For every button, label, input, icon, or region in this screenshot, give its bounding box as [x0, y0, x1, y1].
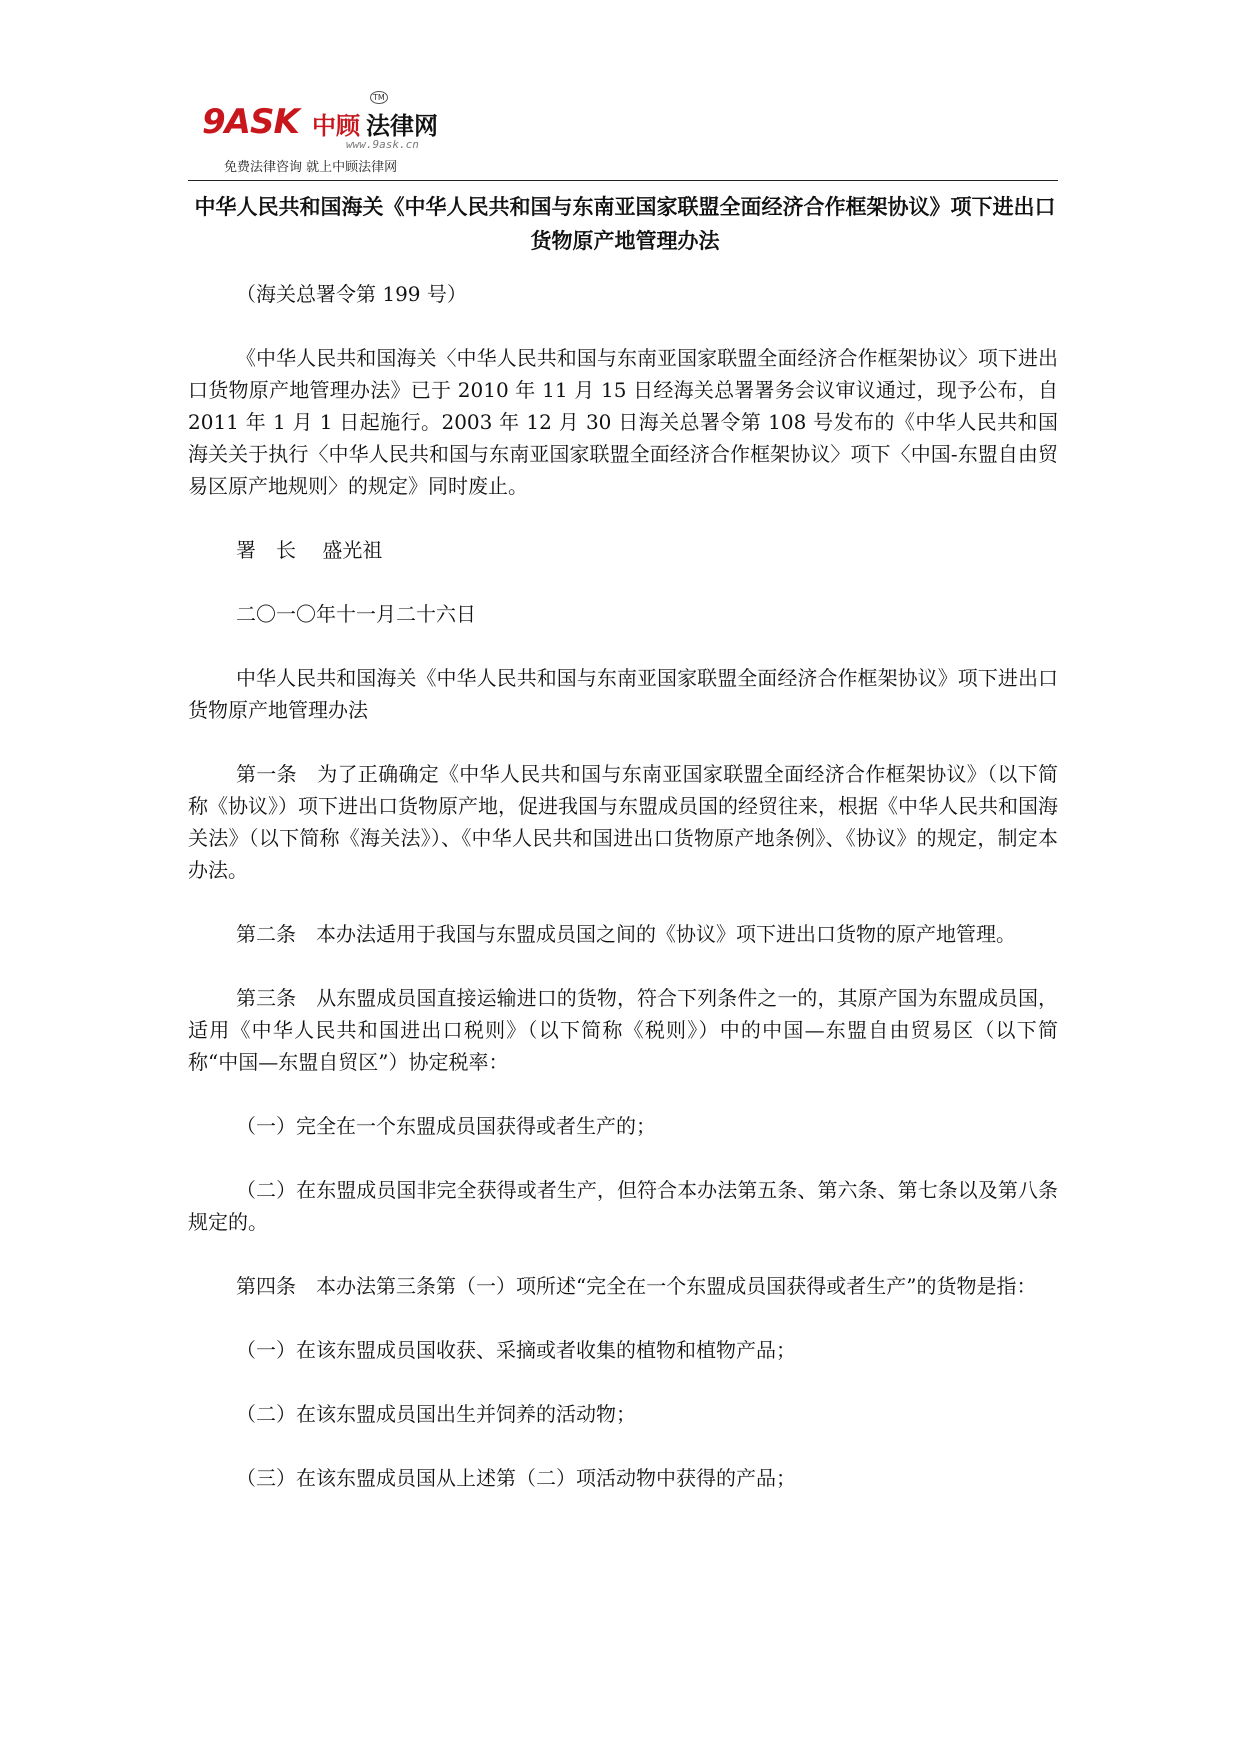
logo-slogan: 免费法律咨询 就上中顾法律网	[224, 160, 398, 175]
logo-name	[312, 106, 438, 141]
logo-mark: 9ASK	[202, 102, 299, 142]
paragraph: （一）完全在一个东盟成员国获得或者生产的；	[236, 1114, 656, 1138]
header-divider	[188, 180, 1058, 181]
site-logo	[202, 88, 462, 178]
logo-name-main: 法律网	[366, 112, 438, 140]
document-title: 中华人民共和国海关《中华人民共和国与东南亚国家联盟全面经济合作框架协议》项下进出口货物原产地管理办法	[194, 195, 1056, 253]
page-header	[188, 88, 1058, 178]
document-body	[188, 278, 1058, 1526]
logo-url: www.9ask.cn	[346, 138, 419, 151]
paragraph: （海关总署令第 199 号）	[236, 282, 467, 306]
paragraph: （一）在该东盟成员国收获、采摘或者收集的植物和植物产品；	[236, 1338, 796, 1362]
paragraph: 第三条 从东盟成员国直接运输进口的货物，符合下列条件之一的，其原产国为东盟成员国，适用《中华人民共和国进出口税则》（以下简称《税则》）中的中国—东盟自由贸易区（以下简称“中国—东盟自贸区”）协定税率：	[188, 986, 1058, 1074]
paragraph: 《中华人民共和国海关〈中华人民共和国与东南亚国家联盟全面经济合作框架协议〉项下进出口货物原产地管理办法》已于 2010 年 11 月 15 日经海关总署署务会议审议通过，现予公布，自 2011 年 1 月 1 日起施行。2003 年 12 月 30 日海关总署令第 108 号发布的《中华人民共和国海关关于执行〈中华人民共和国与东南亚国家联盟全面经济合作框架协议〉项下〈中国-东盟自由贸易区原产地规则〉的规定》同时废止。	[188, 346, 1058, 498]
paragraph: 第一条 为了正确确定《中华人民共和国与东南亚国家联盟全面经济合作框架协议》（以下简称《协议》）项下进出口货物原产地，促进我国与东盟成员国的经贸往来，根据《中华人民共和国海关法》（以下简称《海关法》）、《中华人民共和国进出口货物原产地条例》、《协议》的规定，制定本办法。	[188, 762, 1058, 882]
paragraph: 二〇一〇年十一月二十六日	[236, 602, 476, 626]
logo-name-accent: 中顾	[312, 112, 360, 140]
trademark-icon: TM	[370, 91, 388, 104]
paragraph: 中华人民共和国海关《中华人民共和国与东南亚国家联盟全面经济合作框架协议》项下进出口货物原产地管理办法	[188, 666, 1058, 722]
paragraph: （三）在该东盟成员国从上述第（二）项活动物中获得的产品；	[236, 1466, 796, 1490]
paragraph: （二）在该东盟成员国出生并饲养的活动物；	[236, 1402, 636, 1426]
paragraph: 第二条 本办法适用于我国与东盟成员国之间的《协议》项下进出口货物的原产地管理。	[236, 922, 1016, 946]
paragraph: 署 长 盛光祖	[236, 538, 383, 562]
paragraph: 第四条 本办法第三条第（一）项所述“完全在一个东盟成员国获得或者生产”的货物是指：	[236, 1274, 1037, 1298]
paragraph: （二）在东盟成员国非完全获得或者生产，但符合本办法第五条、第六条、第七条以及第八条规定的。	[188, 1178, 1058, 1234]
